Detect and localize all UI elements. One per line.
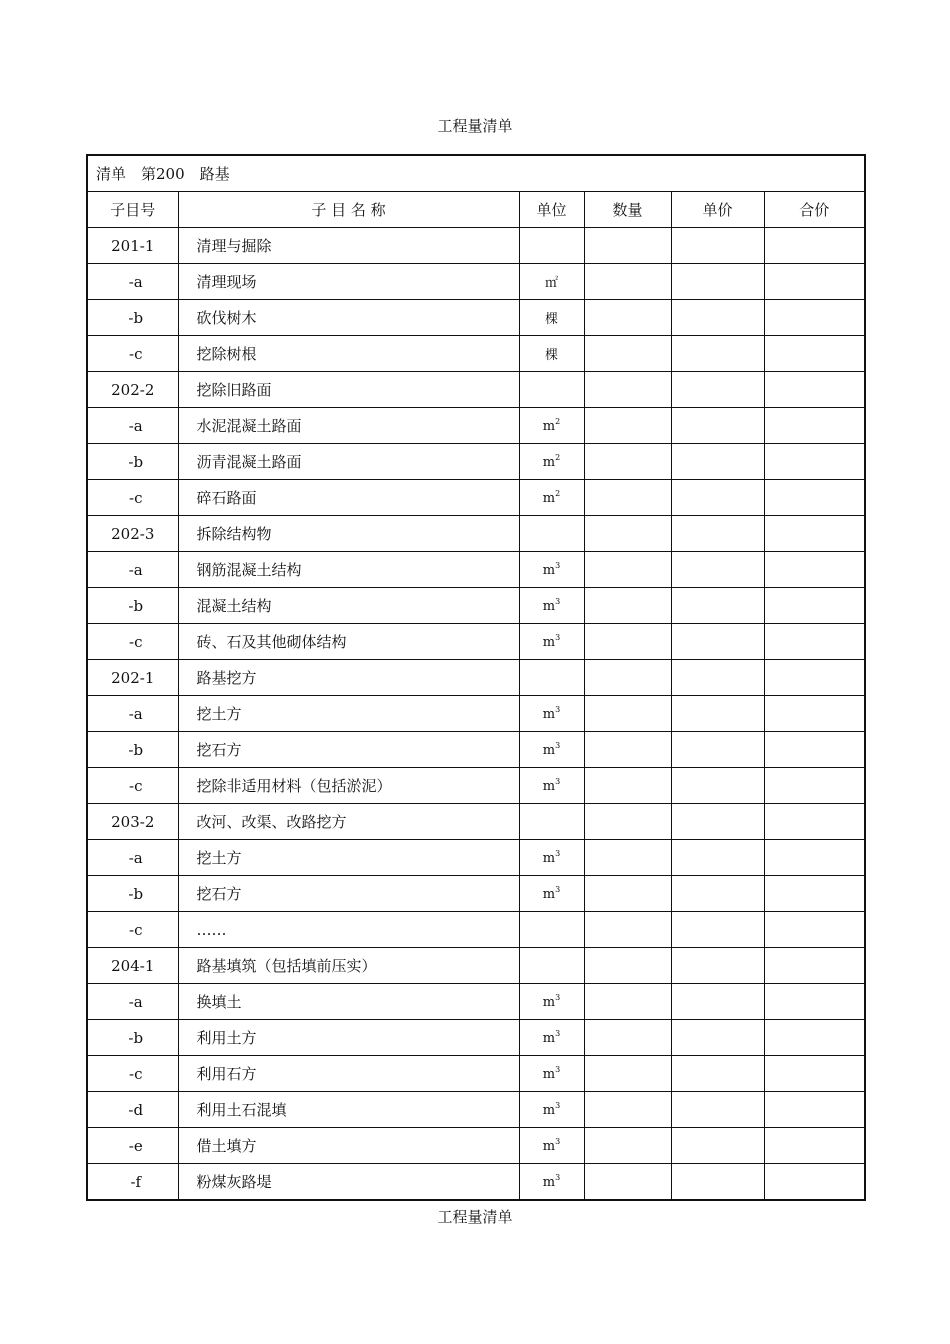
item-name: 砍伐树木 [178, 300, 519, 336]
item-unit-price [671, 840, 764, 876]
item-total [764, 552, 865, 588]
unit-symbol: m [542, 707, 556, 722]
unit-exponent: 3 [555, 1101, 561, 1110]
item-unit [519, 696, 584, 732]
header-code: 子目号 [87, 192, 178, 228]
table-row [87, 1128, 865, 1164]
item-quantity [584, 480, 671, 516]
item-total [764, 624, 865, 660]
item-unit [519, 336, 584, 372]
item-unit-price [671, 408, 764, 444]
item-name: 砖、石及其他砌体结构 [178, 624, 519, 660]
item-total [764, 480, 865, 516]
unit-symbol: m [542, 419, 556, 434]
table-row [87, 336, 865, 372]
item-code: 202-3 [87, 516, 178, 552]
item-unit [519, 768, 584, 804]
unit-exponent: 3 [555, 597, 561, 606]
item-unit-price [671, 768, 764, 804]
table-row [87, 624, 865, 660]
item-unit [519, 912, 584, 948]
item-unit-price [671, 1164, 764, 1201]
item-unit [519, 948, 584, 984]
item-name: 挖石方 [178, 876, 519, 912]
unit-exponent: 3 [555, 741, 561, 750]
item-quantity [584, 660, 671, 696]
unit-symbol: m [542, 1067, 556, 1082]
item-unit [519, 588, 584, 624]
item-unit-price [671, 984, 764, 1020]
table-row [87, 768, 865, 804]
item-unit-price [671, 732, 764, 768]
item-unit [519, 1128, 584, 1164]
unit-exponent: 3 [555, 1029, 561, 1038]
item-code: -d [87, 1092, 178, 1128]
unit-symbol: m [542, 599, 556, 614]
header-unit-price: 单价 [671, 192, 764, 228]
item-quantity [584, 228, 671, 264]
unit-symbol: m [542, 779, 556, 794]
item-name: 混凝土结构 [178, 588, 519, 624]
item-name: 水泥混凝土路面 [178, 408, 519, 444]
item-code: 203-2 [87, 804, 178, 840]
item-total [764, 804, 865, 840]
item-code: -c [87, 768, 178, 804]
item-total [764, 948, 865, 984]
unit-exponent: 3 [555, 993, 561, 1002]
item-code: -b [87, 444, 178, 480]
item-unit [519, 804, 584, 840]
item-code: -a [87, 984, 178, 1020]
table-row [87, 228, 865, 264]
unit-exponent: 3 [555, 1173, 561, 1182]
item-code: -a [87, 696, 178, 732]
item-unit-price [671, 588, 764, 624]
item-unit [519, 372, 584, 408]
item-name: 挖除树根 [178, 336, 519, 372]
item-unit-price [671, 876, 764, 912]
page-footer-title: 工程量清单 [437, 1208, 513, 1226]
item-code: -c [87, 1056, 178, 1092]
table-row [87, 372, 865, 408]
item-total [764, 1056, 865, 1092]
item-total [764, 1020, 865, 1056]
page-title: 工程量清单 [437, 117, 513, 135]
item-unit [519, 408, 584, 444]
item-unit-price [671, 516, 764, 552]
item-unit [519, 1020, 584, 1056]
item-quantity [584, 444, 671, 480]
section-heading-row [87, 155, 865, 192]
item-name: 利用土方 [178, 1020, 519, 1056]
unit-symbol: m [542, 887, 556, 902]
table-row [87, 876, 865, 912]
item-quantity [584, 732, 671, 768]
item-total [764, 588, 865, 624]
item-code: -b [87, 588, 178, 624]
bill-of-quantities-table [86, 154, 866, 1201]
item-unit-price [671, 264, 764, 300]
item-quantity [584, 588, 671, 624]
unit-symbol: m [542, 635, 556, 650]
item-unit [519, 660, 584, 696]
item-unit-price [671, 444, 764, 480]
item-name: 挖土方 [178, 696, 519, 732]
header-unit: 单位 [519, 192, 584, 228]
item-code: 202-2 [87, 372, 178, 408]
item-total [764, 228, 865, 264]
unit-exponent: 3 [555, 1065, 561, 1074]
unit-exponent: 3 [555, 777, 561, 786]
unit-exponent: 2 [555, 489, 561, 498]
item-unit [519, 732, 584, 768]
item-quantity [584, 876, 671, 912]
item-total [764, 300, 865, 336]
unit-exponent: 3 [555, 1137, 561, 1146]
item-unit [519, 552, 584, 588]
item-name: 换填土 [178, 984, 519, 1020]
item-total [764, 372, 865, 408]
table-row [87, 912, 865, 948]
unit-symbol: m [542, 743, 556, 758]
table-row [87, 984, 865, 1020]
item-name: 挖除非适用材料（包括淤泥） [178, 768, 519, 804]
item-unit-price [671, 552, 764, 588]
item-name: 借土填方 [178, 1128, 519, 1164]
unit-exponent: 3 [555, 705, 561, 714]
table-row [87, 804, 865, 840]
table-row [87, 732, 865, 768]
item-name: 钢筋混凝土结构 [178, 552, 519, 588]
item-code: 201-1 [87, 228, 178, 264]
item-total [764, 876, 865, 912]
unit-exponent: 2 [555, 453, 561, 462]
item-name: 拆除结构物 [178, 516, 519, 552]
item-quantity [584, 516, 671, 552]
item-quantity [584, 336, 671, 372]
item-total [764, 516, 865, 552]
item-unit [519, 300, 584, 336]
item-unit-price [671, 696, 764, 732]
table-row [87, 588, 865, 624]
item-name: 清理与掘除 [178, 228, 519, 264]
item-code: -a [87, 552, 178, 588]
item-code: -b [87, 876, 178, 912]
item-name: 挖石方 [178, 732, 519, 768]
item-unit-price [671, 1020, 764, 1056]
item-unit-price [671, 624, 764, 660]
item-unit-price [671, 804, 764, 840]
header-name: 子 目 名 称 [178, 192, 519, 228]
unit-symbol: m [542, 455, 556, 470]
item-unit [519, 1164, 584, 1201]
item-total [764, 840, 865, 876]
item-quantity [584, 1092, 671, 1128]
unit-symbol: m [542, 1031, 556, 1046]
item-unit [519, 516, 584, 552]
item-code: -b [87, 732, 178, 768]
table-row [87, 948, 865, 984]
unit-symbol: m [542, 1103, 556, 1118]
item-total [764, 696, 865, 732]
header-total: 合价 [764, 192, 865, 228]
item-quantity [584, 804, 671, 840]
item-unit [519, 984, 584, 1020]
item-unit-price [671, 912, 764, 948]
table-row [87, 660, 865, 696]
item-name: 挖土方 [178, 840, 519, 876]
item-code: -c [87, 624, 178, 660]
table-row [87, 480, 865, 516]
item-quantity [584, 300, 671, 336]
table-row [87, 696, 865, 732]
unit-exponent: 3 [555, 561, 561, 570]
item-total [764, 984, 865, 1020]
header-quantity: 数量 [584, 192, 671, 228]
item-unit-price [671, 948, 764, 984]
item-total [764, 768, 865, 804]
table-row [87, 552, 865, 588]
table-row [87, 1164, 865, 1201]
unit-symbol: m [542, 995, 556, 1010]
item-name: 路基挖方 [178, 660, 519, 696]
item-code: -f [87, 1164, 178, 1201]
item-code: -e [87, 1128, 178, 1164]
item-quantity [584, 408, 671, 444]
unit-symbol: m [542, 491, 556, 506]
item-quantity [584, 696, 671, 732]
item-unit-price [671, 1056, 764, 1092]
item-unit [519, 624, 584, 660]
item-name: 利用石方 [178, 1056, 519, 1092]
item-quantity [584, 264, 671, 300]
unit-exponent: 3 [555, 849, 561, 858]
table-row [87, 300, 865, 336]
item-name: 改河、改渠、改路挖方 [178, 804, 519, 840]
unit-symbol: m [542, 851, 556, 866]
item-quantity [584, 768, 671, 804]
item-code: -b [87, 300, 178, 336]
item-code: -c [87, 912, 178, 948]
item-name: 粉煤灰路堤 [178, 1164, 519, 1201]
item-unit [519, 1056, 584, 1092]
item-unit [519, 876, 584, 912]
item-unit [519, 480, 584, 516]
item-unit [519, 264, 584, 300]
item-quantity [584, 624, 671, 660]
unit-exponent: 3 [555, 633, 561, 642]
unit-symbol: ㎡ [544, 276, 558, 291]
section-heading: 清单 第200 路基 [87, 155, 865, 192]
item-total [764, 336, 865, 372]
item-total [764, 408, 865, 444]
item-unit [519, 228, 584, 264]
item-unit-price [671, 372, 764, 408]
table-row [87, 1056, 865, 1092]
item-name: 挖除旧路面 [178, 372, 519, 408]
item-quantity [584, 912, 671, 948]
item-name: …… [178, 912, 519, 948]
item-total [764, 660, 865, 696]
item-quantity [584, 1056, 671, 1092]
table-row [87, 840, 865, 876]
item-unit-price [671, 1092, 764, 1128]
item-quantity [584, 840, 671, 876]
item-code: 204-1 [87, 948, 178, 984]
item-unit-price [671, 1128, 764, 1164]
item-name: 清理现场 [178, 264, 519, 300]
table-row [87, 1092, 865, 1128]
item-code: -c [87, 480, 178, 516]
item-name: 路基填筑（包括填前压实） [178, 948, 519, 984]
unit-symbol: m [542, 563, 556, 578]
item-unit-price [671, 300, 764, 336]
item-quantity [584, 1164, 671, 1201]
item-total [764, 1092, 865, 1128]
unit-exponent: 2 [555, 417, 561, 426]
item-code: -a [87, 840, 178, 876]
item-unit [519, 1092, 584, 1128]
table-row [87, 444, 865, 480]
item-total [764, 732, 865, 768]
item-code: 202-1 [87, 660, 178, 696]
table-row [87, 1020, 865, 1056]
item-unit-price [671, 480, 764, 516]
table-row [87, 408, 865, 444]
unit-symbol: m [542, 1139, 556, 1154]
item-quantity [584, 372, 671, 408]
item-unit [519, 840, 584, 876]
item-quantity [584, 948, 671, 984]
table-row [87, 516, 865, 552]
item-total [764, 264, 865, 300]
item-quantity [584, 984, 671, 1020]
item-code: -b [87, 1020, 178, 1056]
item-name: 碎石路面 [178, 480, 519, 516]
item-unit-price [671, 660, 764, 696]
item-unit [519, 444, 584, 480]
item-total [764, 444, 865, 480]
unit-symbol: m [542, 1175, 556, 1190]
item-code: -c [87, 336, 178, 372]
item-quantity [584, 552, 671, 588]
item-unit-price [671, 336, 764, 372]
item-code: -a [87, 408, 178, 444]
item-quantity [584, 1128, 671, 1164]
item-unit-price [671, 228, 764, 264]
header-row [87, 192, 865, 228]
item-total [764, 912, 865, 948]
item-total [764, 1128, 865, 1164]
table-row [87, 264, 865, 300]
unit-exponent: 3 [555, 885, 561, 894]
item-name: 利用土石混填 [178, 1092, 519, 1128]
item-code: -a [87, 264, 178, 300]
item-quantity [584, 1020, 671, 1056]
item-total [764, 1164, 865, 1201]
unit-symbol: 棵 [544, 312, 558, 327]
item-name: 沥青混凝土路面 [178, 444, 519, 480]
unit-symbol: 棵 [544, 348, 558, 363]
